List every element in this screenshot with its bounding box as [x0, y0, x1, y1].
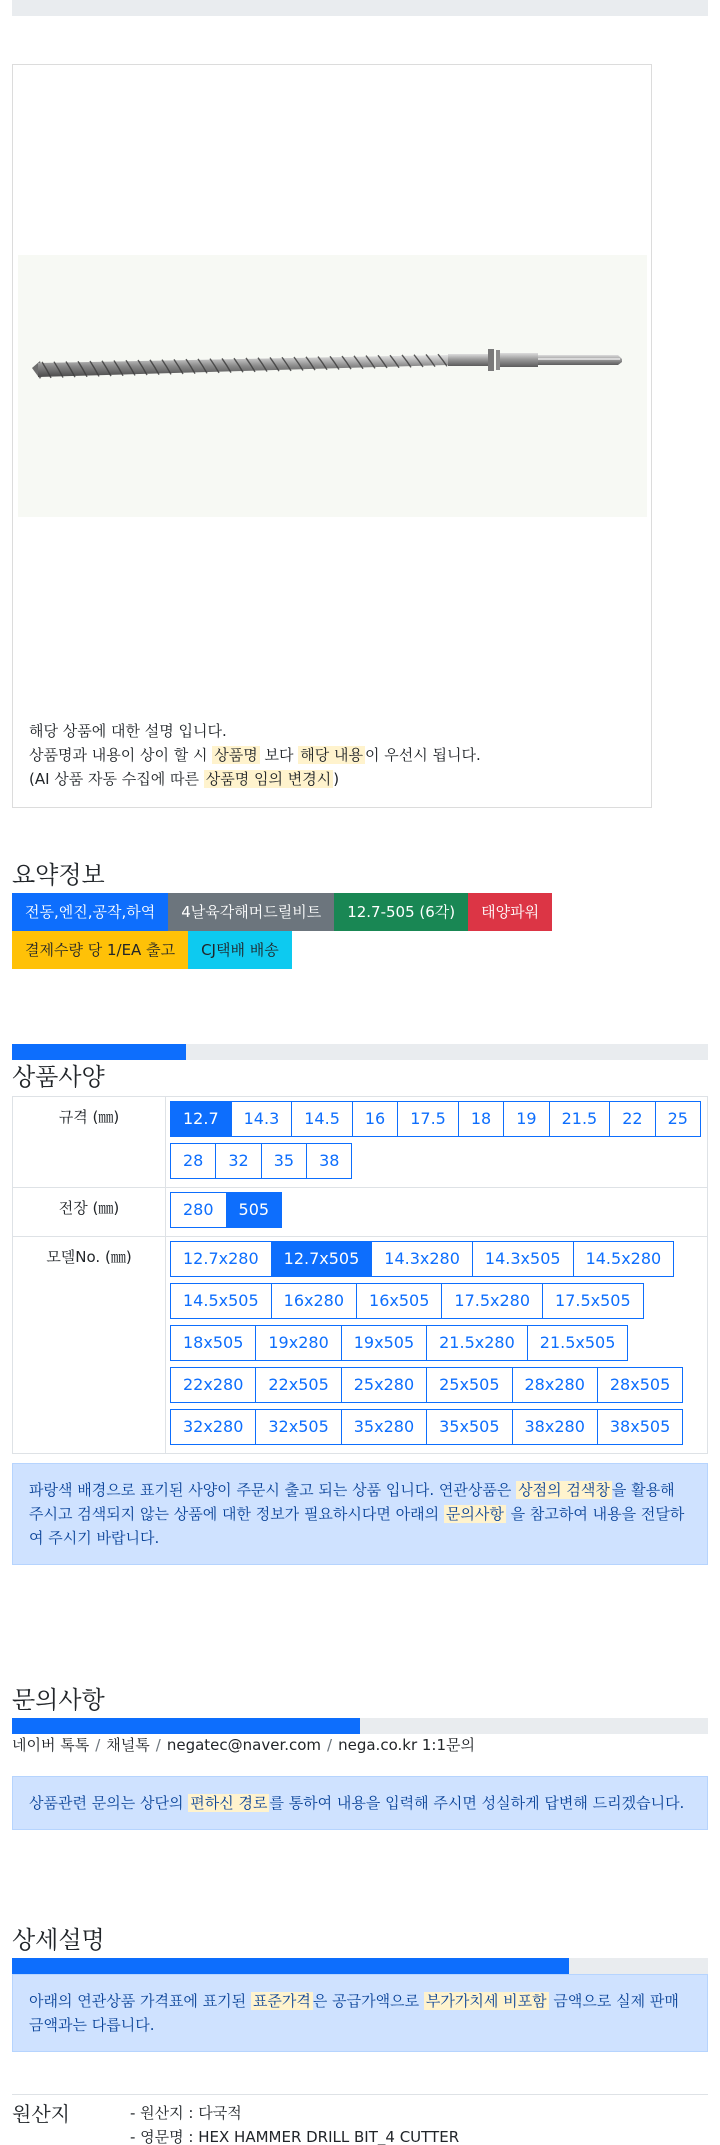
spec-row-label: 모델No. (㎜) — [13, 1237, 166, 1454]
spec-option-button[interactable]: 12.7x280 — [170, 1241, 272, 1277]
description-line-3 — [29, 767, 481, 791]
spec-option-button[interactable]: 22 — [609, 1101, 655, 1137]
spec-option-button[interactable]: 280 — [170, 1192, 227, 1228]
description-line-2 — [29, 743, 481, 767]
origin-english-name: - 영문명 : HEX HAMMER DRILL BIT_4 CUTTER — [130, 2128, 460, 2145]
highlight-content: 해당 내용 — [300, 746, 363, 764]
spec-option-button[interactable]: 16x505 — [356, 1283, 442, 1319]
product-type-badge: 4날육각해머드릴비트 — [168, 893, 334, 931]
notice-text: 상품관련 문의는 상단의 — [29, 1794, 189, 1812]
size-options — [166, 1097, 708, 1188]
product-photo — [18, 255, 647, 517]
spec-row-size — [13, 1097, 708, 1188]
spec-option-button[interactable]: 14.5x505 — [170, 1283, 272, 1319]
detail-notice — [12, 1974, 708, 2052]
spec-option-button[interactable]: 28x280 — [512, 1367, 598, 1403]
description-text: 상품명과 내용이 상이 할 시 — [29, 746, 213, 764]
inquiry-progress-bar — [12, 1718, 708, 1734]
spec-option-button[interactable]: 17.5x280 — [441, 1283, 543, 1319]
notice-text: 은 공급가액으로 — [312, 1992, 424, 2010]
detail-title: 상세설명 — [12, 1926, 105, 1954]
naver-talk-link[interactable]: 네이버 톡톡 — [12, 1736, 90, 1754]
highlight-inquiry: 문의사항 — [445, 1505, 504, 1523]
notice-text: 를 통하여 내용을 입력해 주시면 성실하게 답변해 드리겠습니다. — [269, 1794, 685, 1812]
spec-option-button[interactable]: 14.5x280 — [573, 1241, 675, 1277]
spec-option-button[interactable]: 18 — [458, 1101, 504, 1137]
highlight-name-change: 상품명 임의 변경시 — [205, 770, 332, 788]
notice-text: 파랑색 배경으로 표기된 사양이 주문시 출고 되는 상품 입니다. 연관상품은 — [29, 1481, 517, 1499]
origin-divider — [12, 2094, 708, 2095]
hex-hammer-drill-bit-image — [18, 255, 647, 517]
spec-option-button[interactable]: 38x505 — [597, 1409, 683, 1445]
link-separator: / — [155, 1736, 161, 1754]
spec-option-button[interactable]: 14.3 — [231, 1101, 293, 1137]
inquiry-progress-fill — [12, 1718, 360, 1734]
spec-option-button[interactable]: 17.5 — [397, 1101, 459, 1137]
spec-badge: 12.7-505 (6각) — [334, 893, 468, 931]
spec-option-button[interactable]: 12.7x505 — [271, 1241, 373, 1277]
description-line-1: 해당 상품에 대한 설명 입니다. — [29, 722, 227, 740]
inquiry-notice — [12, 1776, 708, 1830]
notice-text: 을 활용해 주시고 검색되지 않는 상품에 대한 정보가 필요하시다면 아래의 — [29, 1481, 675, 1523]
link-separator: / — [327, 1736, 333, 1754]
notice-text: 금액으로 실제 판매금액과는 다릅니다. — [29, 1992, 679, 2034]
spec-option-button[interactable]: 19x280 — [255, 1325, 341, 1361]
spec-notice — [12, 1463, 708, 1565]
spec-option-button[interactable]: 35 — [261, 1143, 307, 1179]
spec-option-button[interactable]: 19 — [503, 1101, 549, 1137]
notice-text: 을 참고하여 내용을 전달하여 주시기 바랍니다. — [29, 1505, 685, 1547]
shipping-quantity-badge: 결제수량 당 1/EA 출고 — [12, 931, 188, 969]
spec-table — [12, 1096, 708, 1454]
spec-option-button[interactable]: 35x280 — [341, 1409, 427, 1445]
spec-option-button[interactable]: 25 — [655, 1101, 701, 1137]
spec-option-button[interactable]: 18x505 — [170, 1325, 256, 1361]
spec-option-button[interactable]: 32x280 — [170, 1409, 256, 1445]
spec-option-button[interactable]: 38 — [306, 1143, 352, 1179]
spec-option-button[interactable]: 32 — [215, 1143, 261, 1179]
one-on-one-inquiry-link[interactable]: nega.co.kr 1:1문의 — [338, 1736, 475, 1754]
email-link[interactable]: negatec@naver.com — [166, 1736, 322, 1754]
summary-badges — [12, 893, 612, 969]
spec-option-button[interactable]: 14.3x280 — [371, 1241, 473, 1277]
spec-option-button[interactable]: 25x280 — [341, 1367, 427, 1403]
origin-country: - 원산지 : 다국적 — [130, 2104, 242, 2122]
link-separator: / — [95, 1736, 101, 1754]
spec-option-button[interactable]: 19x505 — [341, 1325, 427, 1361]
description-text: (AI 상품 자동 수집에 따른 — [29, 770, 204, 788]
channel-talk-link[interactable]: 채널톡 — [106, 1736, 150, 1754]
detail-progress-fill — [12, 1958, 569, 1974]
spec-option-button[interactable]: 21.5x280 — [426, 1325, 528, 1361]
spec-option-button[interactable]: 28x505 — [597, 1367, 683, 1403]
spec-title: 상품사양 — [12, 1063, 105, 1091]
inquiry-title: 문의사항 — [12, 1686, 105, 1714]
spec-row-label: 전장 (㎜) — [13, 1188, 166, 1237]
description-text: 이 우선시 됩니다. — [364, 746, 481, 764]
length-options — [166, 1188, 708, 1237]
inquiry-links — [12, 1734, 475, 1755]
summary-title: 요약정보 — [12, 861, 105, 889]
spec-row-model — [13, 1237, 708, 1454]
spec-row-label: 규격 (㎜) — [13, 1097, 166, 1188]
detail-progress-bar — [12, 1958, 708, 1974]
spec-option-button[interactable]: 35x505 — [426, 1409, 512, 1445]
model-options — [166, 1237, 708, 1454]
highlight-standard-price: 표준가격 — [252, 1992, 311, 2010]
spec-option-button[interactable]: 14.3x505 — [472, 1241, 574, 1277]
origin-details — [130, 2101, 459, 2145]
spec-option-button[interactable]: 17.5x505 — [542, 1283, 644, 1319]
spec-option-button[interactable]: 22x505 — [255, 1367, 341, 1403]
spec-option-button[interactable]: 14.5 — [291, 1101, 353, 1137]
spec-option-button[interactable]: 38x280 — [512, 1409, 598, 1445]
product-description — [29, 719, 481, 791]
spec-option-button[interactable]: 12.7 — [170, 1101, 232, 1137]
spec-option-button[interactable]: 21.5x505 — [527, 1325, 629, 1361]
description-text: ) — [333, 770, 340, 788]
spec-option-button[interactable]: 28 — [170, 1143, 216, 1179]
product-image-card — [12, 64, 652, 808]
delivery-badge: CJ택배 배송 — [188, 931, 292, 969]
spec-option-button[interactable]: 32x505 — [255, 1409, 341, 1445]
spec-row-length — [13, 1188, 708, 1237]
category-badge: 전동,엔진,공작,하역 — [12, 893, 168, 931]
notice-text: 아래의 연관상품 가격표에 표기된 — [29, 1992, 251, 2010]
highlight-product-name: 상품명 — [214, 746, 258, 764]
spec-option-button[interactable]: 505 — [226, 1192, 283, 1228]
spec-option-button[interactable]: 25x505 — [426, 1367, 512, 1403]
highlight-convenient-route: 편하신 경로 — [190, 1794, 268, 1812]
spec-option-button[interactable]: 22x280 — [170, 1367, 256, 1403]
spec-option-button[interactable]: 21.5 — [549, 1101, 611, 1137]
origin-label: 원산지 — [12, 2102, 70, 2126]
top-divider-bar — [12, 0, 708, 16]
spec-option-button[interactable]: 16 — [352, 1101, 398, 1137]
highlight-store-search: 상점의 검색창 — [518, 1481, 610, 1499]
spec-progress-bar — [12, 1044, 708, 1060]
spec-option-button[interactable]: 16x280 — [271, 1283, 357, 1319]
highlight-vat-excluded: 부가가치세 비포함 — [425, 1992, 547, 2010]
description-text: 보다 — [259, 746, 299, 764]
brand-badge: 태양파워 — [468, 893, 552, 931]
